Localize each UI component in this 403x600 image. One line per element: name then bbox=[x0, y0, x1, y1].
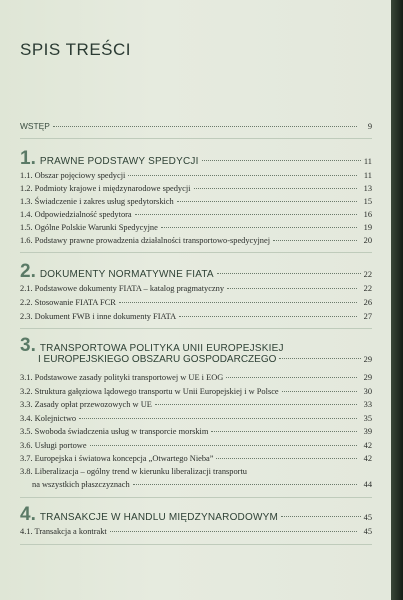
dot-leader bbox=[155, 404, 357, 405]
chapter-title: PRAWNE PODSTAWY SPEDYCJI bbox=[39, 156, 199, 167]
page-title: SPIS TREŚCI bbox=[20, 40, 131, 59]
toc-entry-page: 13 bbox=[363, 184, 372, 193]
chapter-title: TRANSAKCJE W HANDLU MIĘDZYNARODOWYM bbox=[39, 512, 278, 523]
toc-entry-page: 15 bbox=[363, 197, 372, 206]
toc-entry bbox=[20, 387, 372, 396]
toc-entry-page: 26 bbox=[363, 298, 372, 307]
page-edge-shadow bbox=[391, 0, 403, 600]
chapter-title: DOKUMENTY NORMATYWNE FIATA bbox=[39, 269, 214, 280]
dot-leader bbox=[227, 288, 357, 289]
chapter-number: 1. bbox=[20, 148, 36, 169]
toc-entry bbox=[20, 184, 372, 193]
dot-leader bbox=[133, 484, 357, 485]
toc-entry-page: 11 bbox=[363, 171, 372, 180]
toc-entry-label: WSTĘP bbox=[20, 121, 50, 131]
toc-entry-label: 2.2. Stosowanie FIATA FCR bbox=[20, 298, 116, 307]
chapter-number: 4. bbox=[20, 504, 36, 525]
dot-leader bbox=[177, 201, 357, 202]
dot-leader bbox=[128, 175, 357, 176]
chapter-number: 3. bbox=[20, 335, 36, 356]
toc-entry bbox=[20, 454, 372, 463]
dot-leader bbox=[226, 377, 357, 378]
dot-leader bbox=[179, 316, 357, 317]
toc-entry-label: 3.5. Swoboda świadczenia usług w transporcie morskim bbox=[20, 427, 209, 436]
dot-leader bbox=[279, 358, 360, 359]
chapter-page: 29 bbox=[363, 355, 372, 364]
toc-entry-label: 3.1. Podstawowe zasady polityki transportowej w UE i EOG bbox=[20, 373, 224, 382]
toc-entry-label: 1.3. Świadczenie i zakres usług spedytorskich bbox=[20, 197, 174, 206]
chapter-2-heading bbox=[20, 261, 372, 283]
toc-entry-page: 22 bbox=[363, 284, 372, 293]
toc-entry bbox=[20, 197, 372, 206]
dot-leader bbox=[202, 160, 361, 161]
divider bbox=[20, 544, 372, 545]
dot-leader bbox=[217, 273, 361, 274]
toc-entry-label: 3.2. Struktura gałęziowa lądowego transportu w Unii Europejskiej i w Polsce bbox=[20, 387, 279, 396]
toc-entry-page: 42 bbox=[363, 454, 372, 463]
toc-entry-line-2 bbox=[20, 480, 372, 489]
dot-leader bbox=[161, 227, 357, 228]
toc-entry-page: 44 bbox=[363, 480, 372, 489]
divider bbox=[20, 497, 372, 498]
toc-entry-page: 20 bbox=[363, 236, 372, 245]
dot-leader bbox=[53, 126, 357, 127]
toc-entry-label: 4.1. Transakcja a kontrakt bbox=[20, 527, 107, 536]
toc-entry-page: 9 bbox=[367, 122, 372, 131]
toc-entry bbox=[20, 210, 372, 219]
toc-entry-label: 2.3. Dokument FWB i inne dokumenty FIATA bbox=[20, 312, 177, 321]
toc-entry bbox=[20, 223, 372, 232]
toc-entry-page: 45 bbox=[363, 527, 372, 536]
toc-entry bbox=[20, 284, 372, 293]
toc-entry-page: 39 bbox=[363, 427, 372, 436]
dot-leader bbox=[282, 391, 357, 392]
toc-entry bbox=[20, 414, 372, 423]
dot-leader bbox=[194, 188, 358, 189]
chapter-page: 11 bbox=[363, 157, 372, 166]
toc-entry-label: 3.7. Europejska i światowa koncepcja „Otwartego Nieba” bbox=[20, 454, 214, 463]
toc-entry bbox=[20, 373, 372, 382]
toc-entry-label: 1.1. Obszar pojęciowy spedycji bbox=[20, 171, 126, 180]
dot-leader bbox=[90, 445, 357, 446]
toc-entry bbox=[20, 298, 372, 307]
chapter-3-heading bbox=[20, 335, 372, 365]
chapter-page: 45 bbox=[363, 513, 372, 522]
toc-entry-page: 29 bbox=[363, 373, 372, 382]
dot-leader bbox=[216, 458, 357, 459]
toc-entry-line-1 bbox=[20, 467, 372, 476]
toc-entry-label: 3.4. Kolejnictwo bbox=[20, 414, 77, 423]
chapter-title-line-2: I EUROPEJSKIEGO OBSZARU GOSPODARCZEGO bbox=[38, 354, 277, 365]
chapter-number: 2. bbox=[20, 261, 36, 282]
toc-entry-wstep bbox=[20, 121, 372, 131]
toc-entry bbox=[20, 312, 372, 321]
chapter-title-line-1: TRANSPORTOWA POLITYKA UNII EUROPEJSKIEJ bbox=[39, 343, 284, 354]
toc-entry-page: 19 bbox=[363, 223, 372, 232]
divider bbox=[20, 252, 372, 253]
toc-entry-label: 2.1. Podstawowe dokumenty FIATA – katalog pragmatyczny bbox=[20, 284, 225, 293]
chapter-4-heading bbox=[20, 504, 372, 526]
toc-entry bbox=[20, 441, 372, 450]
toc-entry-label: 1.2. Podmioty krajowe i międzynarodowe spedycji bbox=[20, 184, 191, 193]
dot-leader bbox=[119, 302, 357, 303]
divider bbox=[20, 328, 372, 329]
toc-entry-label: 1.4. Odpowiedzialność spedytora bbox=[20, 210, 132, 219]
divider bbox=[20, 138, 372, 139]
toc-entry-label: 1.5. Ogólne Polskie Warunki Spedycyjne bbox=[20, 223, 158, 232]
toc-entry-page: 42 bbox=[363, 441, 372, 450]
toc-entry-page: 30 bbox=[363, 387, 372, 396]
dot-leader bbox=[79, 418, 357, 419]
toc-entry bbox=[20, 236, 372, 245]
toc-entry bbox=[20, 527, 372, 536]
toc-entry-label: 3.6. Usługi portowe bbox=[20, 441, 87, 450]
toc-entry-page: 33 bbox=[363, 400, 372, 409]
toc-entry bbox=[20, 171, 372, 180]
toc-entry bbox=[20, 400, 372, 409]
dot-leader bbox=[273, 240, 357, 241]
toc-entry-label: 3.8. Liberalizacja – ogólny trend w kierunku liberalizacji transportu bbox=[20, 467, 247, 476]
toc-entry-label: 3.3. Zasady opłat przewozowych w UE bbox=[20, 400, 152, 409]
chapter-page: 22 bbox=[363, 270, 372, 279]
dot-leader bbox=[211, 431, 357, 432]
dot-leader bbox=[135, 214, 357, 215]
dot-leader bbox=[281, 516, 361, 517]
toc-entry-page: 35 bbox=[363, 414, 372, 423]
toc-entry-label: 1.6. Podstawy prawne prowadzenia działalności transportowo-spedycyjnej bbox=[20, 236, 271, 245]
toc-entry-label: na wszystkich płaszczyznach bbox=[32, 480, 130, 489]
toc-entry bbox=[20, 427, 372, 436]
toc-entry-page: 27 bbox=[363, 312, 372, 321]
chapter-1-heading bbox=[20, 148, 372, 170]
dot-leader bbox=[110, 531, 357, 532]
toc-entry-page: 16 bbox=[363, 210, 372, 219]
